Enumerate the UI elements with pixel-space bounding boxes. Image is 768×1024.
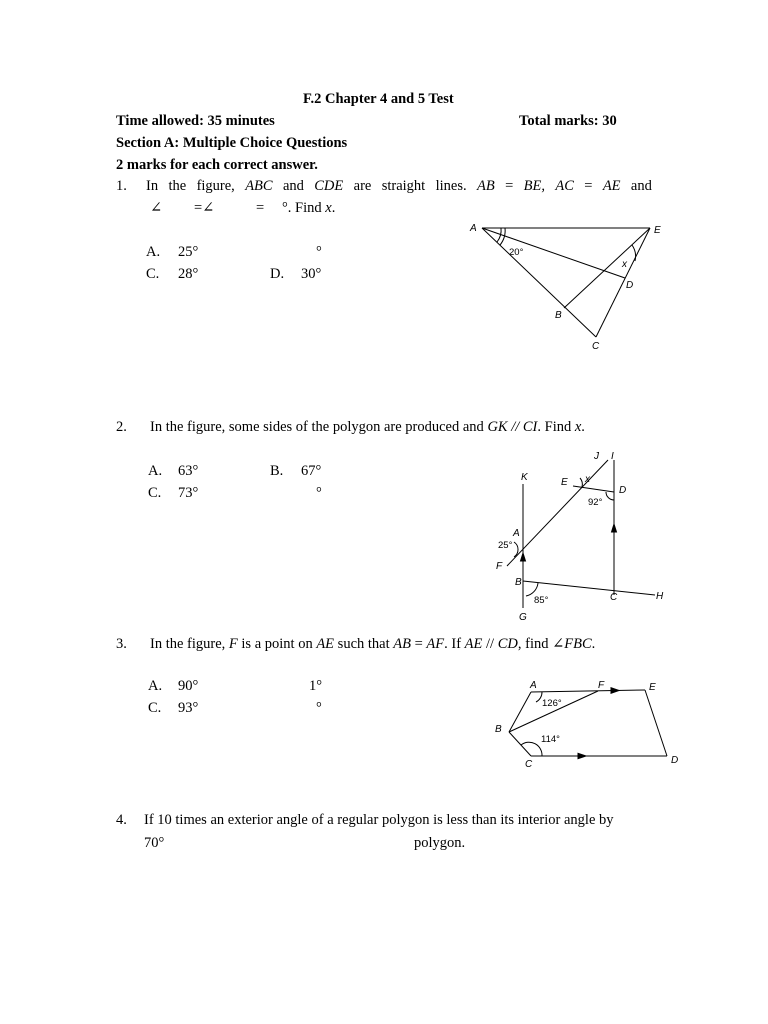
- option-c-letter: C.: [148, 700, 162, 716]
- question-number: 1.: [116, 178, 127, 194]
- angle-label-85: 85°: [534, 595, 549, 606]
- text: .: [581, 419, 585, 435]
- word: lines.: [435, 178, 467, 194]
- option-b: 1°: [309, 678, 323, 694]
- option-a-letter: A.: [146, 244, 161, 260]
- total-marks: Total marks: 30: [519, 113, 617, 129]
- angle-label-126: 126°: [542, 698, 562, 709]
- label-x: x: [585, 474, 590, 485]
- variable: AB: [393, 636, 411, 652]
- option-d: °: [316, 485, 322, 501]
- option-c: 73°: [178, 485, 199, 501]
- question-text: [150, 418, 585, 436]
- label-g: G: [519, 612, 527, 623]
- text: .: [591, 636, 596, 652]
- text: .: [331, 200, 336, 216]
- word: In: [146, 178, 159, 194]
- variable: GK // CI: [487, 419, 538, 435]
- word: AB: [476, 178, 495, 194]
- label-h: H: [656, 591, 664, 602]
- figure-3: [490, 675, 690, 775]
- option-b: 67°: [301, 463, 322, 479]
- text: . Find: [537, 419, 575, 435]
- angle-label-114: 114°: [541, 734, 560, 745]
- variable: AF: [426, 636, 445, 652]
- text: is a point on: [237, 636, 317, 652]
- question-text-angle: 70°: [144, 835, 165, 851]
- option-b: °: [316, 244, 322, 260]
- label-e: E: [561, 477, 568, 488]
- label-c: C: [525, 759, 533, 770]
- word: and: [282, 178, 304, 194]
- angle-label: 20°: [509, 247, 524, 258]
- word: are: [353, 178, 372, 194]
- label-j: J: [594, 451, 599, 462]
- label-b: B: [495, 724, 502, 735]
- label-c: C: [610, 592, 618, 603]
- label-d: D: [626, 280, 634, 291]
- word: AE: [602, 178, 621, 194]
- label-b: B: [555, 310, 562, 321]
- variable: F: [228, 636, 238, 652]
- time-allowed: Time allowed: 35 minutes: [116, 113, 275, 129]
- angle-symbol: ∠: [150, 200, 163, 216]
- text: //: [482, 636, 498, 652]
- question-number: 4.: [116, 812, 127, 828]
- angle-label-92: 92°: [588, 497, 603, 508]
- text: such that: [334, 636, 394, 652]
- variable: x: [574, 419, 582, 435]
- text: °. Find: [282, 200, 326, 216]
- label-e: E: [654, 225, 661, 236]
- word: AC: [555, 178, 574, 194]
- option-a: 90°: [178, 678, 199, 694]
- option-a: 63°: [178, 463, 199, 479]
- word: ABC: [245, 178, 273, 194]
- equals-sign: =: [256, 200, 265, 216]
- option-d: °: [316, 700, 322, 716]
- option-d: 30°: [301, 266, 322, 282]
- section-title: Section A: Multiple Choice Questions: [116, 135, 348, 151]
- variable: FBC: [564, 636, 592, 652]
- question-text: [150, 635, 595, 653]
- word: =: [584, 178, 593, 194]
- angle-equals: =∠: [194, 200, 215, 216]
- word: =: [505, 178, 514, 194]
- text: . If: [444, 636, 465, 652]
- figure-1: [460, 215, 680, 355]
- option-d-letter: D.: [270, 266, 285, 282]
- label-f: F: [598, 680, 605, 691]
- word: figure,: [196, 178, 235, 194]
- label-a: A: [470, 223, 477, 234]
- text: , find ∠: [517, 636, 565, 652]
- test-title: F.2 Chapter 4 and 5 Test: [303, 91, 454, 107]
- label-x: x: [622, 259, 627, 270]
- label-f: F: [496, 561, 503, 572]
- option-a-letter: A.: [148, 463, 163, 479]
- variable: AE: [316, 636, 335, 652]
- label-k: K: [521, 472, 528, 483]
- marks-note: 2 marks for each correct answer.: [116, 157, 318, 173]
- label-d: D: [619, 485, 627, 496]
- label-d: D: [671, 755, 679, 766]
- variable: AE: [464, 636, 483, 652]
- option-c: 28°: [178, 266, 199, 282]
- option-b-letter: B.: [270, 463, 284, 479]
- word: the: [168, 178, 187, 194]
- label-i: I: [611, 451, 614, 462]
- word: straight: [381, 178, 426, 194]
- label-c: C: [592, 341, 600, 352]
- word: and: [630, 178, 652, 194]
- option-c: 93°: [178, 700, 199, 716]
- figure-2: [490, 448, 680, 628]
- question-text-line2: [282, 199, 335, 217]
- word: CDE: [314, 178, 344, 194]
- text: In the figure,: [150, 636, 229, 652]
- question-number: 3.: [116, 636, 127, 652]
- question-text-line2: polygon.: [414, 835, 466, 851]
- variable: x: [325, 200, 332, 216]
- option-c-letter: C.: [146, 266, 160, 282]
- variable: CD: [497, 636, 518, 652]
- label-a: A: [530, 680, 537, 691]
- option-a-letter: A.: [148, 678, 163, 694]
- label-a: A: [513, 528, 520, 539]
- question-text-line1: If 10 times an exterior angle of a regular polygon is less than its interior angle by: [144, 812, 614, 828]
- option-a: 25°: [178, 244, 199, 260]
- question-text-line1: [146, 177, 652, 195]
- angle-label-25: 25°: [498, 540, 513, 551]
- option-c-letter: C.: [148, 485, 162, 501]
- label-b: B: [515, 577, 522, 588]
- question-number: 2.: [116, 419, 127, 435]
- text: In the figure, some sides of the polygon are produced and: [150, 419, 488, 435]
- word: BE,: [523, 178, 545, 194]
- label-e: E: [649, 682, 656, 693]
- text: =: [410, 636, 427, 652]
